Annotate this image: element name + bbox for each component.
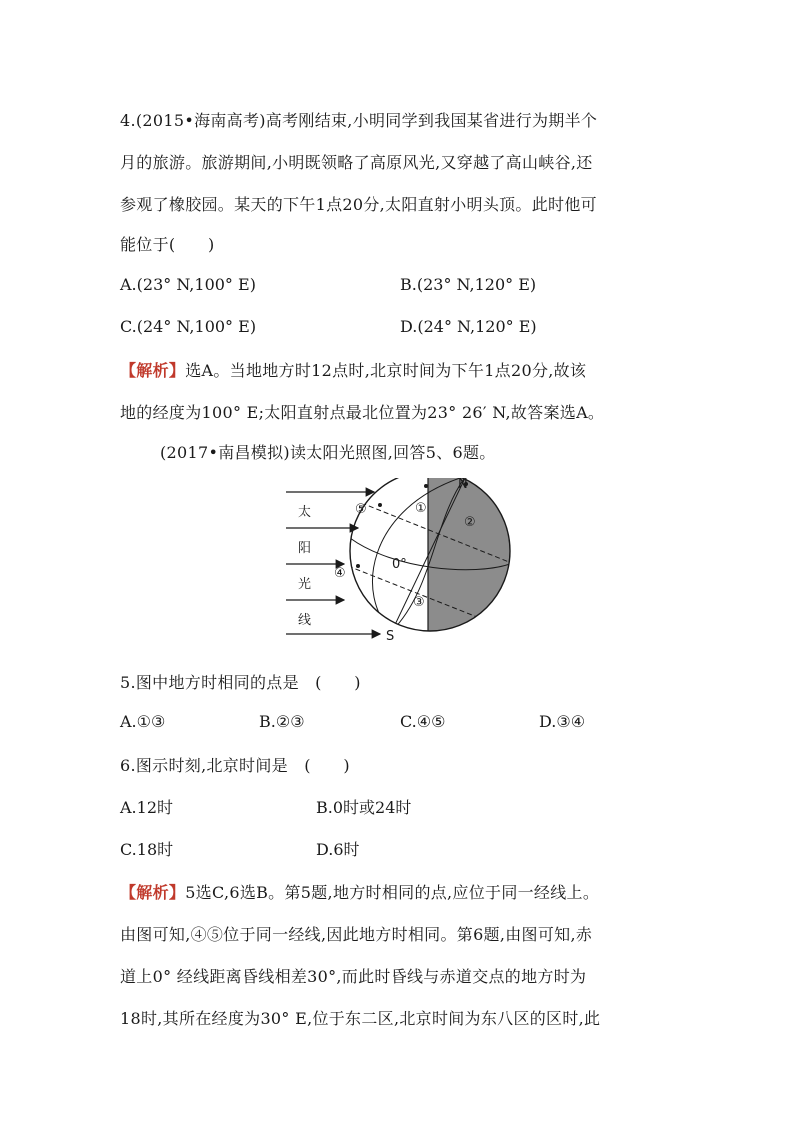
point-5: ⑤ [355,502,367,517]
analysis2-line-4: 18时,其所在经度为30° E,位于东二区,北京时间为东八区的区时,此 [120,1009,601,1028]
q5-option-c: C.④⑤ [400,712,446,731]
analysis2-line-3: 道上0° 经线距离昏线相差30°,而此时昏线与赤道交点的地方时为 [120,967,587,986]
sunlight-char-3: 光 [298,577,312,592]
q5-option-d: D.③④ [539,712,586,731]
q4-option-b: B.(23° N,120° E) [400,275,537,294]
q4-analysis-text-1: 选A。当地地方时12点时,北京时间为下午1点20分,故该 [185,361,587,380]
point-1: ① [415,501,427,516]
q5-stem: 5.图中地方时相同的点是 ( ) [120,673,361,692]
globe [348,478,516,638]
q6-stem: 6.图示时刻,北京时间是 ( ) [120,756,350,775]
sunlight-diagram [284,478,516,642]
q4-option-a: A.(23° N,100° E) [120,275,256,294]
q6-option-c: C.18时 [120,840,174,859]
analysis2-tag: 【解析】 [120,883,186,902]
q4-option-d: D.(24° N,120° E) [400,317,537,336]
north-label: N [458,478,468,492]
analysis2-line-2: 由图可知,④⑤位于同一经线,因此地方时相同。第6题,由图可知,赤 [120,925,593,944]
q4-analysis-line-2: 地的经度为100° E;太阳直射点最北位置为23° 26′ N,故答案选A。 [120,403,605,422]
sunlight-char-2: 阳 [298,541,312,556]
q6-option-a: A.12时 [120,798,174,817]
night-side [428,478,516,638]
q5-option-a: A.①③ [120,712,166,731]
q4-line-3: 参观了橡胶园。某天的下午1点20分,太阳直射小明头顶。此时他可 [120,195,597,214]
analysis2-line-1 [120,880,599,903]
q4-line-4: 能位于( ) [120,235,215,254]
q4-line-2: 月的旅游。旅游期间,小明既领略了高原风光,又穿越了高山峡谷,还 [120,153,593,172]
sunlight-char-4: 线 [298,613,312,628]
intro-text: (2017•南昌模拟)读太阳光照图,回答5、6题。 [160,443,496,462]
point-3: ③ [413,595,425,610]
south-label: S [386,629,395,642]
point-4: ④ [334,566,346,581]
q4-option-c: C.(24° N,100° E) [120,317,257,336]
q6-option-d: D.6时 [316,840,360,859]
sunlight-char-1: 太 [298,505,312,520]
q6-option-b: B.0时或24时 [316,798,412,817]
analysis-tag: 【解析】 [120,361,186,380]
analysis2-text-1: 5选C,6选B。第5题,地方时相同的点,应位于同一经线上。 [185,883,600,902]
point-2: ② [464,515,476,530]
equator-label: 0° [392,557,407,572]
q5-option-b: B.②③ [259,712,305,731]
q4-analysis-line-1 [120,358,586,381]
q4-line-1: 4.(2015•海南高考)高考刚结束,小明同学到我国某省进行为期半个 [120,111,598,130]
